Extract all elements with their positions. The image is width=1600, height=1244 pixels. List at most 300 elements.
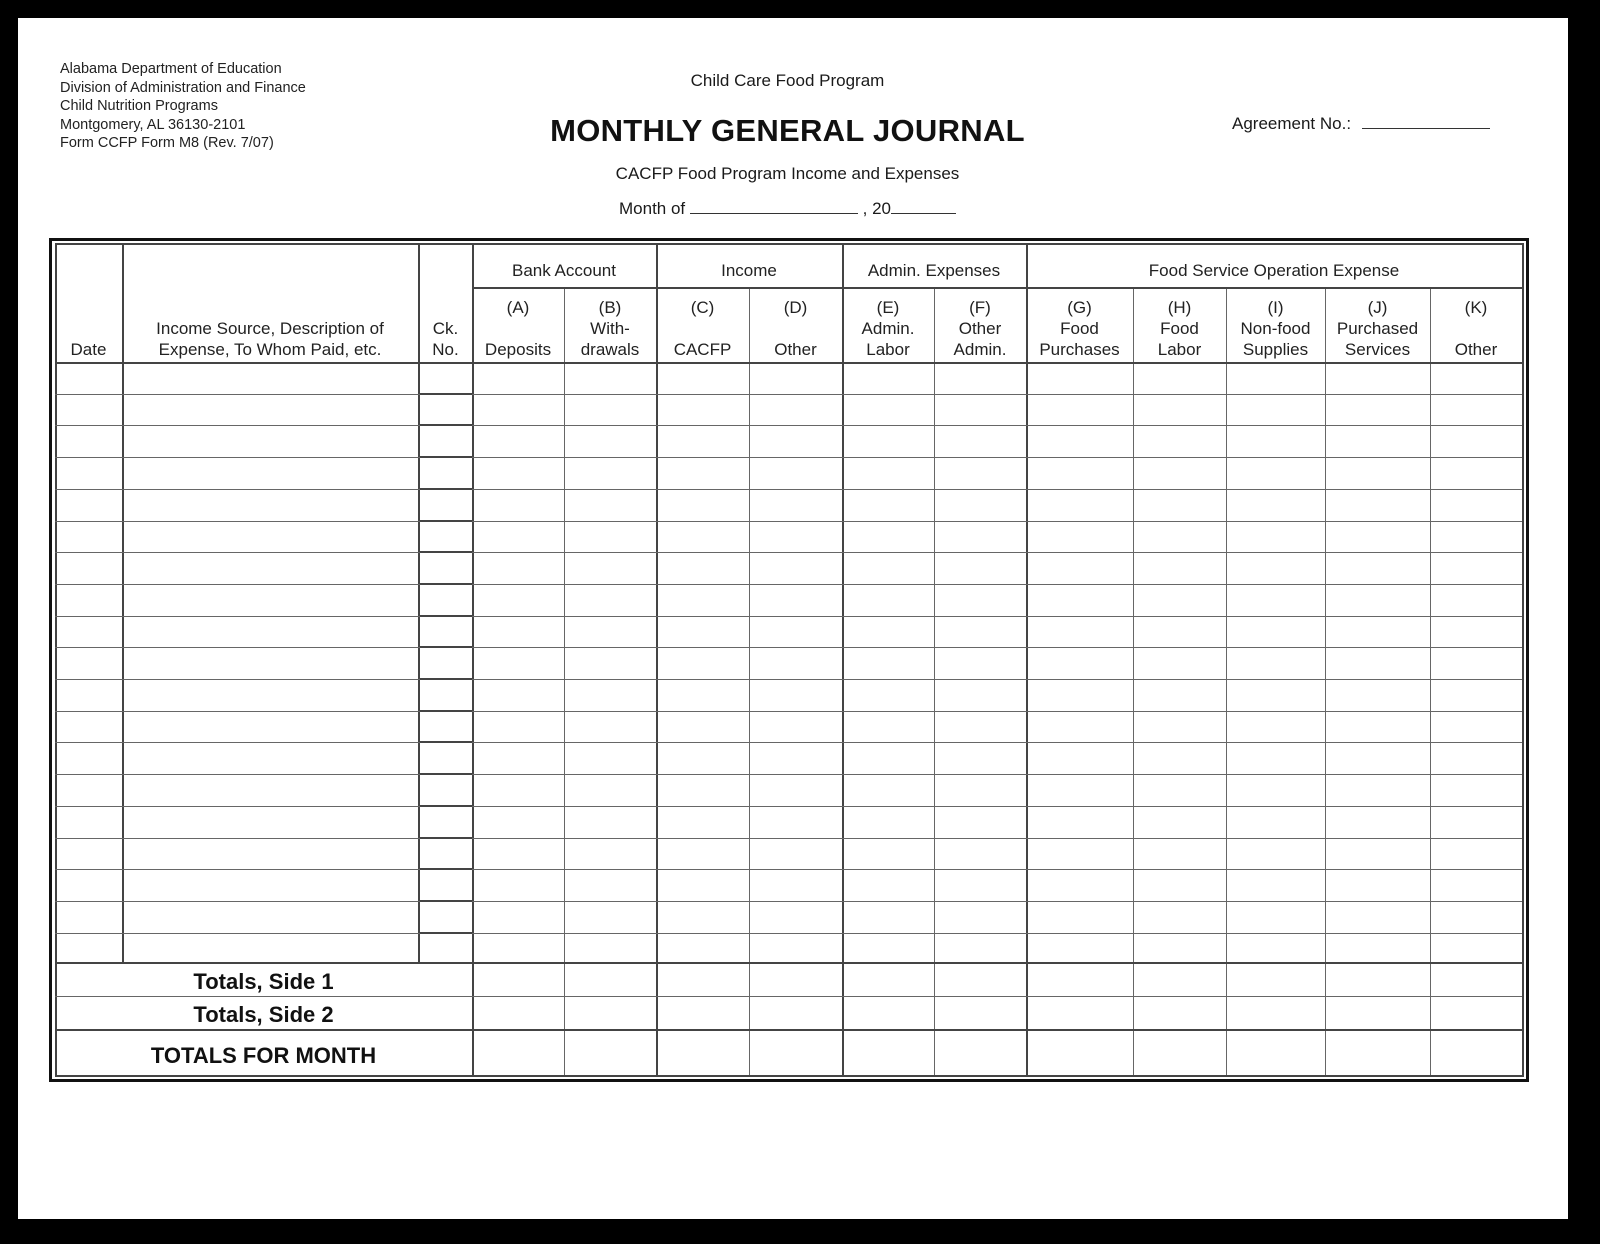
entry-cell[interactable] (57, 744, 120, 772)
entry-cell[interactable] (658, 744, 747, 772)
entry-cell[interactable] (1028, 840, 1131, 868)
totals-cell[interactable] (1327, 964, 1428, 994)
totals-cell[interactable] (1228, 998, 1323, 1027)
totals-cell[interactable] (566, 1031, 654, 1073)
entry-cell[interactable] (751, 459, 840, 487)
entry-cell[interactable] (936, 871, 1024, 899)
totals-cell[interactable] (936, 964, 1024, 994)
totals-cell[interactable] (936, 1031, 1024, 1073)
entry-cell[interactable] (124, 713, 416, 741)
entry-cell[interactable] (566, 871, 654, 899)
entry-cell[interactable] (1135, 744, 1224, 772)
entry-cell[interactable] (474, 364, 562, 392)
entry-cell[interactable] (1135, 681, 1224, 709)
entry-cell[interactable] (1135, 427, 1224, 455)
entry-cell[interactable] (936, 903, 1024, 931)
entry-cell[interactable] (474, 586, 562, 614)
entry-cell[interactable] (566, 649, 654, 677)
entry-cell[interactable] (420, 808, 470, 836)
entry-cell[interactable] (1432, 554, 1520, 582)
totals-cell[interactable] (1135, 998, 1224, 1027)
entry-cell[interactable] (658, 396, 747, 424)
entry-cell[interactable] (474, 681, 562, 709)
entry-cell[interactable] (844, 554, 932, 582)
entry-cell[interactable] (420, 840, 470, 868)
entry-cell[interactable] (936, 364, 1024, 392)
entry-cell[interactable] (566, 808, 654, 836)
entry-cell[interactable] (566, 903, 654, 931)
entry-cell[interactable] (658, 554, 747, 582)
entry-cell[interactable] (936, 935, 1024, 963)
entry-cell[interactable] (474, 459, 562, 487)
entry-cell[interactable] (57, 808, 120, 836)
entry-cell[interactable] (1432, 586, 1520, 614)
entry-cell[interactable] (420, 459, 470, 487)
entry-cell[interactable] (844, 427, 932, 455)
entry-cell[interactable] (1327, 744, 1428, 772)
entry-cell[interactable] (1135, 459, 1224, 487)
entry-cell[interactable] (420, 427, 470, 455)
entry-cell[interactable] (658, 523, 747, 551)
entry-cell[interactable] (57, 427, 120, 455)
entry-cell[interactable] (1228, 935, 1323, 963)
entry-cell[interactable] (844, 618, 932, 646)
entry-cell[interactable] (751, 871, 840, 899)
entry-cell[interactable] (1432, 523, 1520, 551)
entry-cell[interactable] (1028, 681, 1131, 709)
entry-cell[interactable] (474, 840, 562, 868)
entry-cell[interactable] (57, 681, 120, 709)
entry-cell[interactable] (1327, 776, 1428, 804)
totals-cell[interactable] (751, 964, 840, 994)
entry-cell[interactable] (1432, 459, 1520, 487)
entry-cell[interactable] (1228, 840, 1323, 868)
entry-cell[interactable] (936, 808, 1024, 836)
entry-cell[interactable] (936, 396, 1024, 424)
entry-cell[interactable] (1135, 935, 1224, 963)
entry-cell[interactable] (844, 681, 932, 709)
entry-cell[interactable] (1327, 808, 1428, 836)
totals-cell[interactable] (1432, 964, 1520, 994)
totals-cell[interactable] (844, 998, 932, 1027)
entry-cell[interactable] (936, 618, 1024, 646)
entry-cell[interactable] (1028, 903, 1131, 931)
entry-cell[interactable] (936, 459, 1024, 487)
totals-cell[interactable] (474, 964, 562, 994)
entry-cell[interactable] (751, 554, 840, 582)
agreement-field[interactable] (1362, 114, 1490, 129)
entry-cell[interactable] (1327, 935, 1428, 963)
entry-cell[interactable] (658, 808, 747, 836)
entry-cell[interactable] (57, 523, 120, 551)
entry-cell[interactable] (844, 808, 932, 836)
entry-cell[interactable] (751, 618, 840, 646)
entry-cell[interactable] (1327, 427, 1428, 455)
entry-cell[interactable] (936, 554, 1024, 582)
entry-cell[interactable] (1327, 523, 1428, 551)
entry-cell[interactable] (1028, 618, 1131, 646)
entry-cell[interactable] (751, 364, 840, 392)
entry-cell[interactable] (751, 427, 840, 455)
entry-cell[interactable] (751, 935, 840, 963)
entry-cell[interactable] (124, 903, 416, 931)
entry-cell[interactable] (474, 776, 562, 804)
entry-cell[interactable] (751, 649, 840, 677)
entry-cell[interactable] (1028, 523, 1131, 551)
entry-cell[interactable] (1228, 649, 1323, 677)
totals-cell[interactable] (658, 964, 747, 994)
entry-cell[interactable] (566, 935, 654, 963)
entry-cell[interactable] (474, 713, 562, 741)
totals-cell[interactable] (844, 964, 932, 994)
entry-cell[interactable] (420, 523, 470, 551)
entry-cell[interactable] (936, 649, 1024, 677)
entry-cell[interactable] (751, 491, 840, 519)
entry-cell[interactable] (1228, 459, 1323, 487)
entry-cell[interactable] (751, 586, 840, 614)
entry-cell[interactable] (420, 554, 470, 582)
entry-cell[interactable] (1228, 776, 1323, 804)
entry-cell[interactable] (1432, 364, 1520, 392)
entry-cell[interactable] (1432, 396, 1520, 424)
entry-cell[interactable] (658, 681, 747, 709)
entry-cell[interactable] (420, 618, 470, 646)
entry-cell[interactable] (1228, 396, 1323, 424)
entry-cell[interactable] (1327, 586, 1428, 614)
entry-cell[interactable] (566, 523, 654, 551)
entry-cell[interactable] (658, 776, 747, 804)
entry-cell[interactable] (1432, 681, 1520, 709)
entry-cell[interactable] (1228, 554, 1323, 582)
entry-cell[interactable] (420, 681, 470, 709)
totals-cell[interactable] (751, 1031, 840, 1073)
entry-cell[interactable] (124, 649, 416, 677)
entry-cell[interactable] (1135, 491, 1224, 519)
entry-cell[interactable] (844, 744, 932, 772)
entry-cell[interactable] (1432, 871, 1520, 899)
entry-cell[interactable] (844, 649, 932, 677)
entry-cell[interactable] (124, 871, 416, 899)
entry-cell[interactable] (566, 744, 654, 772)
entry-cell[interactable] (474, 871, 562, 899)
entry-cell[interactable] (1432, 491, 1520, 519)
entry-cell[interactable] (658, 713, 747, 741)
entry-cell[interactable] (751, 713, 840, 741)
entry-cell[interactable] (1228, 744, 1323, 772)
entry-cell[interactable] (566, 491, 654, 519)
entry-cell[interactable] (936, 586, 1024, 614)
entry-cell[interactable] (57, 586, 120, 614)
entry-cell[interactable] (1432, 903, 1520, 931)
entry-cell[interactable] (1432, 744, 1520, 772)
entry-cell[interactable] (1135, 554, 1224, 582)
entry-cell[interactable] (124, 840, 416, 868)
entry-cell[interactable] (57, 459, 120, 487)
totals-cell[interactable] (751, 998, 840, 1027)
entry-cell[interactable] (751, 776, 840, 804)
entry-cell[interactable] (751, 523, 840, 551)
totals-cell[interactable] (844, 1031, 932, 1073)
entry-cell[interactable] (1228, 871, 1323, 899)
totals-cell[interactable] (1327, 998, 1428, 1027)
entry-cell[interactable] (1028, 713, 1131, 741)
entry-cell[interactable] (474, 903, 562, 931)
entry-cell[interactable] (1327, 459, 1428, 487)
entry-cell[interactable] (1228, 491, 1323, 519)
entry-cell[interactable] (1432, 935, 1520, 963)
entry-cell[interactable] (751, 681, 840, 709)
entry-cell[interactable] (751, 903, 840, 931)
totals-cell[interactable] (1028, 998, 1131, 1027)
entry-cell[interactable] (1028, 396, 1131, 424)
entry-cell[interactable] (474, 396, 562, 424)
entry-cell[interactable] (844, 935, 932, 963)
entry-cell[interactable] (751, 808, 840, 836)
entry-cell[interactable] (936, 523, 1024, 551)
entry-cell[interactable] (658, 871, 747, 899)
totals-cell[interactable] (1327, 1031, 1428, 1073)
totals-cell[interactable] (1228, 1031, 1323, 1073)
entry-cell[interactable] (474, 554, 562, 582)
entry-cell[interactable] (1028, 776, 1131, 804)
entry-cell[interactable] (1028, 364, 1131, 392)
entry-cell[interactable] (566, 427, 654, 455)
entry-cell[interactable] (844, 713, 932, 741)
entry-cell[interactable] (936, 491, 1024, 519)
entry-cell[interactable] (124, 744, 416, 772)
entry-cell[interactable] (1028, 586, 1131, 614)
totals-cell[interactable] (474, 998, 562, 1027)
totals-cell[interactable] (658, 998, 747, 1027)
entry-cell[interactable] (1228, 364, 1323, 392)
entry-cell[interactable] (1028, 554, 1131, 582)
entry-cell[interactable] (420, 871, 470, 899)
entry-cell[interactable] (57, 903, 120, 931)
entry-cell[interactable] (124, 396, 416, 424)
entry-cell[interactable] (1327, 618, 1428, 646)
entry-cell[interactable] (420, 903, 470, 931)
entry-cell[interactable] (474, 618, 562, 646)
totals-cell[interactable] (1135, 964, 1224, 994)
entry-cell[interactable] (124, 586, 416, 614)
entry-cell[interactable] (1432, 618, 1520, 646)
entry-cell[interactable] (420, 649, 470, 677)
totals-cell[interactable] (1135, 1031, 1224, 1073)
entry-cell[interactable] (751, 744, 840, 772)
entry-cell[interactable] (124, 618, 416, 646)
entry-cell[interactable] (1135, 396, 1224, 424)
entry-cell[interactable] (124, 427, 416, 455)
entry-cell[interactable] (844, 903, 932, 931)
entry-cell[interactable] (124, 554, 416, 582)
entry-cell[interactable] (474, 523, 562, 551)
entry-cell[interactable] (57, 935, 120, 963)
entry-cell[interactable] (1432, 840, 1520, 868)
entry-cell[interactable] (566, 776, 654, 804)
entry-cell[interactable] (474, 935, 562, 963)
entry-cell[interactable] (566, 586, 654, 614)
entry-cell[interactable] (124, 491, 416, 519)
entry-cell[interactable] (566, 364, 654, 392)
entry-cell[interactable] (1028, 744, 1131, 772)
entry-cell[interactable] (420, 586, 470, 614)
entry-cell[interactable] (1432, 713, 1520, 741)
entry-cell[interactable] (124, 681, 416, 709)
entry-cell[interactable] (420, 491, 470, 519)
entry-cell[interactable] (936, 840, 1024, 868)
entry-cell[interactable] (844, 396, 932, 424)
entry-cell[interactable] (1327, 903, 1428, 931)
entry-cell[interactable] (1228, 427, 1323, 455)
entry-cell[interactable] (658, 459, 747, 487)
entry-cell[interactable] (57, 396, 120, 424)
totals-cell[interactable] (658, 1031, 747, 1073)
entry-cell[interactable] (1228, 903, 1323, 931)
entry-cell[interactable] (844, 586, 932, 614)
entry-cell[interactable] (658, 618, 747, 646)
totals-cell[interactable] (936, 998, 1024, 1027)
entry-cell[interactable] (1028, 649, 1131, 677)
entry-cell[interactable] (658, 427, 747, 455)
entry-cell[interactable] (566, 618, 654, 646)
entry-cell[interactable] (420, 396, 470, 424)
entry-cell[interactable] (1135, 713, 1224, 741)
entry-cell[interactable] (751, 396, 840, 424)
entry-cell[interactable] (844, 491, 932, 519)
entry-cell[interactable] (1228, 523, 1323, 551)
totals-cell[interactable] (566, 964, 654, 994)
entry-cell[interactable] (57, 713, 120, 741)
entry-cell[interactable] (566, 713, 654, 741)
entry-cell[interactable] (57, 618, 120, 646)
entry-cell[interactable] (658, 903, 747, 931)
entry-cell[interactable] (420, 935, 470, 963)
entry-cell[interactable] (1228, 618, 1323, 646)
entry-cell[interactable] (57, 554, 120, 582)
totals-cell[interactable] (1432, 998, 1520, 1027)
entry-cell[interactable] (124, 459, 416, 487)
entry-cell[interactable] (1327, 840, 1428, 868)
entry-cell[interactable] (566, 396, 654, 424)
entry-cell[interactable] (1135, 523, 1224, 551)
entry-cell[interactable] (1432, 808, 1520, 836)
entry-cell[interactable] (936, 776, 1024, 804)
entry-cell[interactable] (1432, 427, 1520, 455)
entry-cell[interactable] (1228, 586, 1323, 614)
entry-cell[interactable] (658, 649, 747, 677)
entry-cell[interactable] (474, 649, 562, 677)
entry-cell[interactable] (124, 808, 416, 836)
entry-cell[interactable] (1327, 364, 1428, 392)
entry-cell[interactable] (57, 649, 120, 677)
entry-cell[interactable] (1432, 776, 1520, 804)
entry-cell[interactable] (124, 523, 416, 551)
entry-cell[interactable] (658, 586, 747, 614)
month-field[interactable] (690, 199, 858, 214)
entry-cell[interactable] (1135, 840, 1224, 868)
entry-cell[interactable] (1135, 871, 1224, 899)
entry-cell[interactable] (844, 871, 932, 899)
entry-cell[interactable] (1327, 871, 1428, 899)
entry-cell[interactable] (1327, 681, 1428, 709)
totals-cell[interactable] (474, 1031, 562, 1073)
entry-cell[interactable] (1228, 808, 1323, 836)
entry-cell[interactable] (1327, 649, 1428, 677)
entry-cell[interactable] (1327, 396, 1428, 424)
entry-cell[interactable] (1135, 808, 1224, 836)
entry-cell[interactable] (1135, 618, 1224, 646)
entry-cell[interactable] (1327, 491, 1428, 519)
entry-cell[interactable] (658, 364, 747, 392)
entry-cell[interactable] (420, 364, 470, 392)
entry-cell[interactable] (474, 491, 562, 519)
entry-cell[interactable] (658, 840, 747, 868)
entry-cell[interactable] (566, 459, 654, 487)
entry-cell[interactable] (751, 840, 840, 868)
entry-cell[interactable] (658, 491, 747, 519)
entry-cell[interactable] (1228, 713, 1323, 741)
entry-cell[interactable] (566, 681, 654, 709)
year-field[interactable] (891, 199, 956, 214)
entry-cell[interactable] (844, 459, 932, 487)
entry-cell[interactable] (936, 681, 1024, 709)
entry-cell[interactable] (474, 744, 562, 772)
entry-cell[interactable] (844, 364, 932, 392)
entry-cell[interactable] (474, 808, 562, 836)
entry-cell[interactable] (936, 713, 1024, 741)
entry-cell[interactable] (1028, 491, 1131, 519)
entry-cell[interactable] (658, 935, 747, 963)
entry-cell[interactable] (474, 427, 562, 455)
totals-cell[interactable] (1228, 964, 1323, 994)
entry-cell[interactable] (1228, 681, 1323, 709)
entry-cell[interactable] (420, 713, 470, 741)
entry-cell[interactable] (1327, 713, 1428, 741)
entry-cell[interactable] (1135, 649, 1224, 677)
entry-cell[interactable] (1135, 776, 1224, 804)
entry-cell[interactable] (1028, 871, 1131, 899)
entry-cell[interactable] (1135, 364, 1224, 392)
entry-cell[interactable] (844, 840, 932, 868)
entry-cell[interactable] (1028, 427, 1131, 455)
entry-cell[interactable] (57, 840, 120, 868)
entry-cell[interactable] (1135, 586, 1224, 614)
entry-cell[interactable] (1432, 649, 1520, 677)
entry-cell[interactable] (1327, 554, 1428, 582)
entry-cell[interactable] (57, 776, 120, 804)
entry-cell[interactable] (124, 776, 416, 804)
totals-cell[interactable] (1028, 964, 1131, 994)
entry-cell[interactable] (844, 523, 932, 551)
entry-cell[interactable] (1135, 903, 1224, 931)
totals-cell[interactable] (1432, 1031, 1520, 1073)
entry-cell[interactable] (566, 554, 654, 582)
entry-cell[interactable] (844, 776, 932, 804)
totals-cell[interactable] (566, 998, 654, 1027)
entry-cell[interactable] (936, 744, 1024, 772)
entry-cell[interactable] (1028, 808, 1131, 836)
entry-cell[interactable] (124, 935, 416, 963)
entry-cell[interactable] (420, 776, 470, 804)
entry-cell[interactable] (420, 744, 470, 772)
entry-cell[interactable] (57, 491, 120, 519)
entry-cell[interactable] (124, 364, 416, 392)
entry-cell[interactable] (57, 364, 120, 392)
totals-cell[interactable] (1028, 1031, 1131, 1073)
entry-cell[interactable] (936, 427, 1024, 455)
entry-cell[interactable] (1028, 935, 1131, 963)
entry-cell[interactable] (57, 871, 120, 899)
